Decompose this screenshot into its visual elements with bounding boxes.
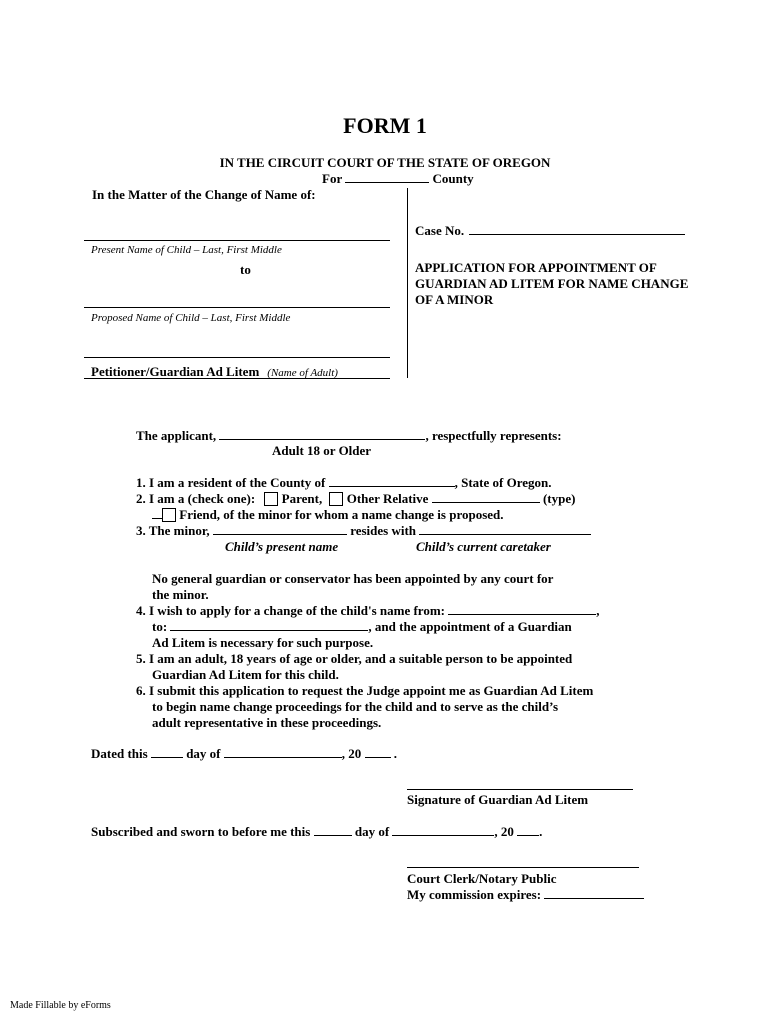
item-2-text: 2. I am a (check one): [136, 491, 256, 506]
dated-year-label: , 20 [341, 746, 362, 761]
case-no-label: Case No. [415, 223, 465, 238]
item-1-text: 1. I am a resident of the County of [136, 475, 326, 490]
item-1 [136, 475, 551, 491]
friend-label: Friend, of the minor for whom a name change is proposed. [179, 507, 504, 522]
item-6-line-2: to begin name change proceedings for the child and to serve as the child’s [152, 699, 559, 714]
resides-with-label: resides with [350, 523, 417, 538]
proposed-name-line[interactable] [84, 307, 390, 308]
signature-line[interactable] [407, 789, 633, 790]
county-label: County [432, 171, 474, 186]
dated-row [91, 746, 397, 762]
item-6-line-3: adult representative in these proceedings. [152, 715, 382, 730]
application-title-1: APPLICATION FOR APPOINTMENT OF [415, 260, 657, 275]
item-4-to-row [152, 619, 572, 635]
sworn-year-input[interactable] [517, 824, 539, 836]
sworn-label: Subscribed and sworn to before me this [91, 824, 311, 839]
name-to-input[interactable] [170, 619, 368, 631]
petitioner-sub: (Name of Adult) [267, 367, 338, 379]
parent-checkbox[interactable] [264, 492, 278, 506]
applicant-prefix: The applicant, [136, 428, 217, 443]
item-4-comma: , [596, 603, 600, 618]
to-label: to [240, 262, 251, 277]
dated-period: . [393, 746, 398, 761]
item-2-friend-row [152, 507, 504, 523]
application-title-2: GUARDIAN AD LITEM FOR NAME CHANGE [415, 276, 689, 291]
proposed-name-label: Proposed Name of Child – Last, First Middle [91, 312, 291, 324]
applicant-row [136, 428, 562, 444]
parent-label: Parent, [281, 491, 323, 506]
dated-this-label: Dated this [91, 746, 148, 761]
dated-year-input[interactable] [365, 746, 391, 758]
petitioner-label: Petitioner/Guardian Ad Litem [91, 364, 260, 379]
applicant-sub: Adult 18 or Older [272, 443, 372, 458]
application-title-3: OF A MINOR [415, 292, 494, 307]
petitioner-line[interactable] [84, 357, 390, 358]
resident-county-input[interactable] [329, 475, 455, 487]
clerk-label: Court Clerk/Notary Public [407, 871, 557, 886]
county-line [322, 171, 474, 187]
item-4 [136, 603, 600, 619]
other-relative-label: Other Relative [346, 491, 429, 506]
sworn-month-input[interactable] [392, 824, 494, 836]
caretaker-input[interactable] [419, 523, 591, 535]
sworn-period: . [539, 824, 543, 839]
caption-divider [407, 188, 408, 378]
dated-month-input[interactable] [224, 746, 342, 758]
friend-checkbox-underline [152, 507, 162, 519]
item-4-to-label: to: [152, 619, 168, 634]
case-no-input[interactable] [469, 223, 685, 235]
item-3 [136, 523, 591, 539]
child-present-name-sub: Child’s present name [225, 539, 339, 554]
applicant-suffix: , respectfully represents: [425, 428, 562, 443]
type-label: (type) [542, 491, 576, 506]
clerk-signature-line[interactable] [407, 867, 639, 868]
dated-day-input[interactable] [151, 746, 183, 758]
commission-input[interactable] [544, 887, 644, 899]
case-no-row [415, 223, 685, 239]
item-2 [136, 491, 575, 507]
minor-name-input[interactable] [213, 523, 347, 535]
no-guardian-line-1: No general guardian or conservator has been appointed by any court for [152, 571, 554, 586]
item-5-line-1: 5. I am an adult, 18 years of age or older, and a suitable person to be appointed [136, 651, 573, 666]
item-3-text: 3. The minor, [136, 523, 210, 538]
item-1-suffix: , State of Oregon. [454, 475, 552, 490]
matter-label: In the Matter of the Change of Name of: [92, 187, 316, 202]
court-line: IN THE CIRCUIT COURT OF THE STATE OF OREGON [219, 155, 551, 170]
item-5-line-2: Guardian Ad Litem for this child. [152, 667, 339, 682]
child-caretaker-sub: Child’s current caretaker [416, 539, 551, 554]
no-guardian-line-2: the minor. [152, 587, 209, 602]
present-name-label: Present Name of Child – Last, First Middle [91, 244, 282, 256]
present-name-line[interactable] [84, 240, 390, 241]
for-label: For [322, 171, 342, 186]
other-relative-checkbox[interactable] [329, 492, 343, 506]
county-input[interactable] [345, 171, 429, 183]
name-from-input[interactable] [448, 603, 596, 615]
dated-day-of-label: day of [186, 746, 221, 761]
item-4-purpose: Ad Litem is necessary for such purpose. [152, 635, 374, 650]
sworn-day-input[interactable] [314, 824, 352, 836]
item-6-line-1: 6. I submit this application to request the Judge appoint me as Guardian Ad Litem [136, 683, 594, 698]
commission-label: My commission expires: [407, 887, 542, 902]
form-title: FORM 1 [343, 113, 427, 138]
item-4-text: 4. I wish to apply for a change of the child's name from: [136, 603, 445, 618]
item-4-appointment: , and the appointment of a Guardian [368, 619, 572, 634]
sworn-year-label: , 20 [494, 824, 514, 839]
sworn-day-of-label: day of [354, 824, 390, 839]
caption-bottom-line [84, 378, 390, 379]
friend-checkbox[interactable] [162, 508, 176, 522]
applicant-input[interactable] [219, 428, 425, 440]
sworn-row [91, 824, 542, 840]
relative-type-input[interactable] [432, 491, 540, 503]
footer-text: Made Fillable by eForms [10, 1000, 111, 1011]
commission-row [407, 887, 644, 903]
signature-label: Signature of Guardian Ad Litem [407, 792, 589, 807]
